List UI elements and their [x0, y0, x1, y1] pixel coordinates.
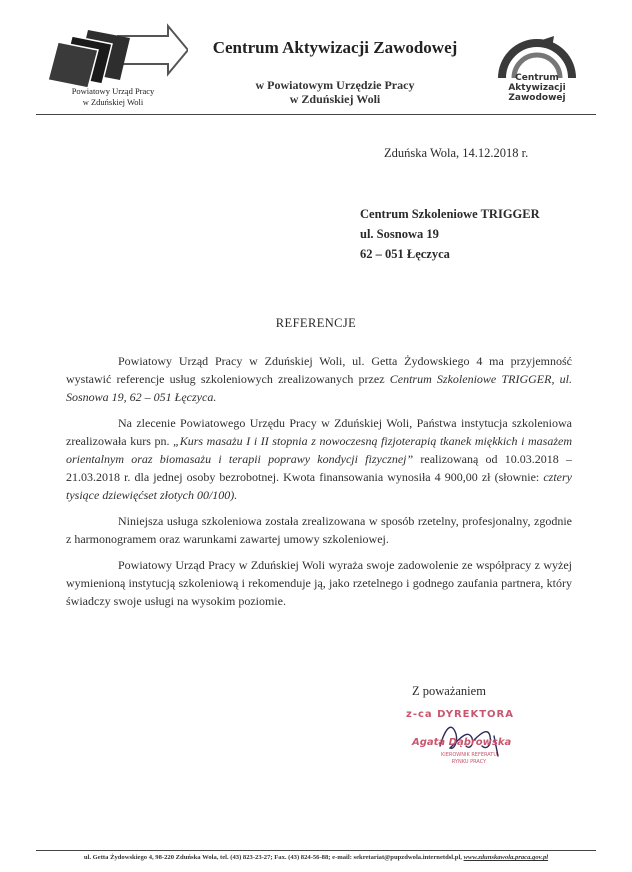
letter-date: Zduńska Wola, 14.12.2018 r.	[384, 146, 529, 160]
logo-text-line: Aktywizacji	[508, 83, 566, 93]
footer-website-link[interactable]: www.zdunskawola.praca.gov.pl	[463, 854, 549, 861]
header-subtitle	[190, 78, 480, 106]
paragraph-4: Powiatowy Urząd Pracy w Zduńskiej Woli wyraża swoje zadowolenie ze współpracy z wyżej wymienioną instytucją szkoleniową i rekomenduje ją, jako rzetelnego i godnego zaufania partnera, który świadczy swoje usługi na wysokim poziomie.	[66, 558, 572, 608]
logo-text-line: Centrum	[515, 73, 559, 83]
recipient-city: 62 – 051 Łęczyca	[360, 247, 450, 261]
header-divider	[36, 114, 596, 115]
closing-regards: Z poważaniem	[412, 684, 486, 698]
stamp-title: z-ca DYREKTORA	[406, 709, 514, 720]
logo-right-text	[488, 73, 586, 103]
paragraph-text: realizowaną od 10.03.2018 – 21.03.2018 r. dla jednej osoby bezrobotnej. Kwota finansowania wynosiła 4 900,00 zł (słownie:	[66, 452, 572, 484]
logo-left-caption	[40, 86, 186, 108]
stamp-name: Agata Dąbrowska	[412, 737, 512, 748]
logo-text-line: Zawodowej	[508, 93, 566, 103]
paragraph-2	[66, 414, 572, 504]
recipient-name: Centrum Szkoleniowe TRIGGER	[360, 207, 540, 221]
stamp-position-line: KIEROWNIK REFERATU	[440, 752, 498, 758]
paragraph-3: Niniejsza usługa szkoleniowa została zrealizowana w sposób rzetelny, profesjonalny, zgodnie z harmonogramem oraz warunkami zawartej umowy szkoleniowej.	[66, 514, 572, 546]
amount-in-words: cztery tysiące dziewięćset złotych 00/100).	[66, 470, 572, 502]
subtitle-line: w Zduńskiej Woli	[289, 92, 381, 106]
paragraph-1	[66, 352, 572, 406]
stacked-cards-arrow-icon	[48, 22, 188, 88]
course-name: „Kurs masażu I i II stopnia z nowoczesną fizjoterapią tkanek miękkich i masażem orientalnym oraz biomasażu i terapii poprawy kondycji fizycznej”	[66, 434, 573, 466]
paragraph-text: Powiatowy Urząd Pracy w Zduńskiej Woli, ul. Getta Żydowskiego 4 ma przyjemność wystawić referencje usług szkoleniowych zrealizowanych przez	[66, 354, 572, 386]
stamp-position	[414, 752, 524, 765]
footer-divider	[36, 850, 596, 851]
letter-body	[66, 352, 572, 618]
paragraph-text: Na zlecenie Powiatowego Urzędu Pracy w Zduńskiej Woli, Państwa instytucja szkoleniowa zrealizowała kurs pn.	[66, 416, 572, 448]
footer-text: ul. Getta Żydowskiego 4, 98-220 Zduńska Wola, tel. (43) 823-23-27; Fax. (43) 824-56-88; e-mail: sekretariat@pupzdwola.internetdsl.pl,	[83, 854, 464, 861]
caption-line: w Zduńskiej Woli	[82, 97, 144, 107]
letter-heading: REFERENCJE	[275, 316, 357, 330]
caption-line: Powiatowy Urząd Pracy	[71, 86, 155, 96]
footer-contact	[36, 854, 596, 861]
recipient-address	[360, 204, 540, 264]
subtitle-line: w Powiatowym Urzędzie Pracy	[255, 78, 415, 92]
recipient-street: ul. Sosnowa 19	[360, 227, 439, 241]
header-title: Centrum Aktywizacji Zawodowej	[212, 38, 458, 57]
paragraph-italic: Centrum Szkoleniowe TRIGGER, ul. Sosnowa 19, 62 – 051 Łęczyca.	[66, 372, 572, 404]
stamp-position-line: RYNKU PRACY	[451, 758, 487, 765]
